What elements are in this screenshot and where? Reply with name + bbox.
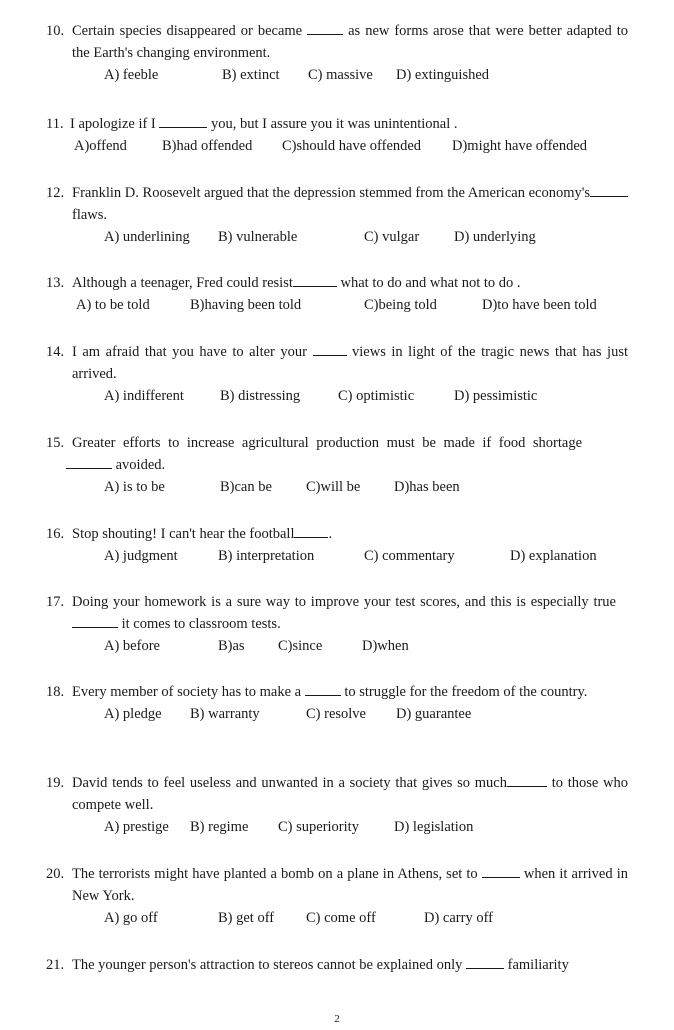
option-c: C) commentary [364, 548, 455, 564]
option-b: B) regime [190, 819, 249, 835]
options-row [0, 816, 674, 838]
option-a: A) indifferent [104, 388, 184, 404]
question-number: 17. [46, 594, 65, 610]
question-stem: 19. David tends to feel useless and unwanted in a society that gives so much to those who compete well. [0, 772, 674, 816]
question-stem: 21. The younger person's attraction to stereos cannot be explained only familiarity [0, 954, 674, 976]
option-b: B)as [218, 638, 245, 654]
question-stem: 18. Every member of society has to make a to struggle for the freedom of the country. [0, 681, 674, 703]
option-b: B) interpretation [218, 548, 315, 564]
question-20 [0, 863, 674, 929]
option-c: C) massive [308, 67, 373, 83]
answer-blank [482, 863, 520, 878]
option-c: C) optimistic [338, 388, 415, 404]
option-a: A) go off [104, 910, 158, 926]
question-stem: 16. Stop shouting! I can't hear the football . [0, 523, 674, 545]
option-d: D) pessimistic [454, 388, 538, 404]
option-d: D) guarantee [396, 706, 472, 722]
option-a: A) to be told [76, 297, 150, 313]
question-stem: 15. Greater efforts to increase agricultural production must be made if food shortage avoided. [0, 432, 674, 476]
option-d: D) underlying [454, 229, 536, 245]
option-c: C) come off [306, 910, 376, 926]
option-d: D)when [362, 638, 409, 654]
question-21 [0, 954, 674, 976]
question-number: 21. [46, 957, 65, 973]
answer-blank [294, 523, 328, 538]
option-c: C)should have offended [282, 138, 422, 154]
option-b: B)having been told [190, 297, 302, 313]
question-number: 15. [46, 435, 65, 451]
question-number: 19. [46, 775, 65, 791]
question-number: 18. [46, 684, 65, 700]
question-stem: 17. Doing your homework is a sure way to improve your test scores, and this is especially true it comes to classroom tests. [0, 591, 674, 635]
answer-blank [72, 613, 118, 628]
options-row [0, 476, 674, 498]
option-b: B) vulnerable [218, 229, 298, 245]
option-c: C) vulgar [364, 229, 420, 245]
options-row [0, 635, 674, 657]
option-b: B) get off [218, 910, 275, 926]
option-a: A) is to be [104, 479, 165, 495]
option-c: C) superiority [278, 819, 359, 835]
answer-blank [159, 113, 207, 128]
option-d: D) legislation [394, 819, 474, 835]
option-b: B) extinct [222, 67, 280, 83]
options-row [0, 294, 674, 316]
options-row [0, 226, 674, 248]
options-row [0, 64, 674, 86]
option-d: D)to have been told [482, 297, 597, 313]
option-c: C)since [278, 638, 323, 654]
answer-blank [66, 454, 112, 469]
question-16 [0, 523, 674, 567]
answer-blank [313, 341, 347, 356]
answer-blank [305, 681, 341, 696]
question-stem: 11. I apologize if I you, but I assure you it was unintentional . [0, 113, 674, 135]
option-a: A) pledge [104, 706, 162, 722]
question-13 [0, 272, 674, 316]
option-a: A) judgment [104, 548, 178, 564]
question-number: 20. [46, 866, 65, 882]
answer-blank [466, 954, 504, 969]
answer-blank [293, 272, 337, 287]
option-a: A) feeble [104, 67, 159, 83]
option-b: B)can be [220, 479, 272, 495]
option-a: A)offend [74, 138, 127, 154]
option-c: C)being told [364, 297, 437, 313]
question-number: 10. [46, 23, 65, 39]
question-number: 14. [46, 344, 65, 360]
question-number: 13. [46, 275, 65, 291]
options-row [0, 545, 674, 567]
answer-blank [590, 182, 628, 197]
question-number: 11. [46, 116, 64, 132]
option-b: B)had offended [162, 138, 253, 154]
option-b: B) distressing [220, 388, 301, 404]
question-stem: 20. The terrorists might have planted a bomb on a plane in Athens, set to when it arrived in New York. [0, 863, 674, 907]
page-number: 2 [334, 1013, 340, 1025]
question-18 [0, 681, 674, 725]
option-a: A) prestige [104, 819, 169, 835]
question-11 [0, 113, 674, 157]
question-stem: 14. I am afraid that you have to alter your views in light of the tragic news that has just arrived. [0, 341, 674, 385]
option-d: D) extinguished [396, 67, 490, 83]
answer-blank [307, 20, 343, 35]
question-number: 12. [46, 185, 65, 201]
question-stem: 13. Although a teenager, Fred could resist what to do and what not to do . [0, 272, 674, 294]
question-17 [0, 591, 674, 657]
question-19 [0, 772, 674, 838]
options-row [0, 907, 674, 929]
option-d: D)might have offended [452, 138, 588, 154]
option-c: C) resolve [306, 706, 366, 722]
question-stem: 10. Certain species disappeared or became as new forms arose that were better adapted to the Earth's changing environment. [0, 20, 674, 64]
option-d: D) explanation [510, 548, 597, 564]
question-12 [0, 182, 674, 248]
option-d: D) carry off [424, 910, 493, 926]
options-row [0, 135, 674, 157]
answer-blank [507, 772, 547, 787]
option-a: A) before [104, 638, 160, 654]
question-number: 16. [46, 526, 65, 542]
option-c: C)will be [306, 479, 361, 495]
question-10 [0, 20, 674, 86]
option-a: A) underlining [104, 229, 190, 245]
options-row [0, 385, 674, 407]
option-b: B) warranty [190, 706, 260, 722]
question-14 [0, 341, 674, 407]
options-row [0, 703, 674, 725]
question-stem: 12. Franklin D. Roosevelt argued that the depression stemmed from the American economy's flaws. [0, 182, 674, 226]
option-d: D)has been [394, 479, 460, 495]
question-15 [0, 432, 674, 498]
